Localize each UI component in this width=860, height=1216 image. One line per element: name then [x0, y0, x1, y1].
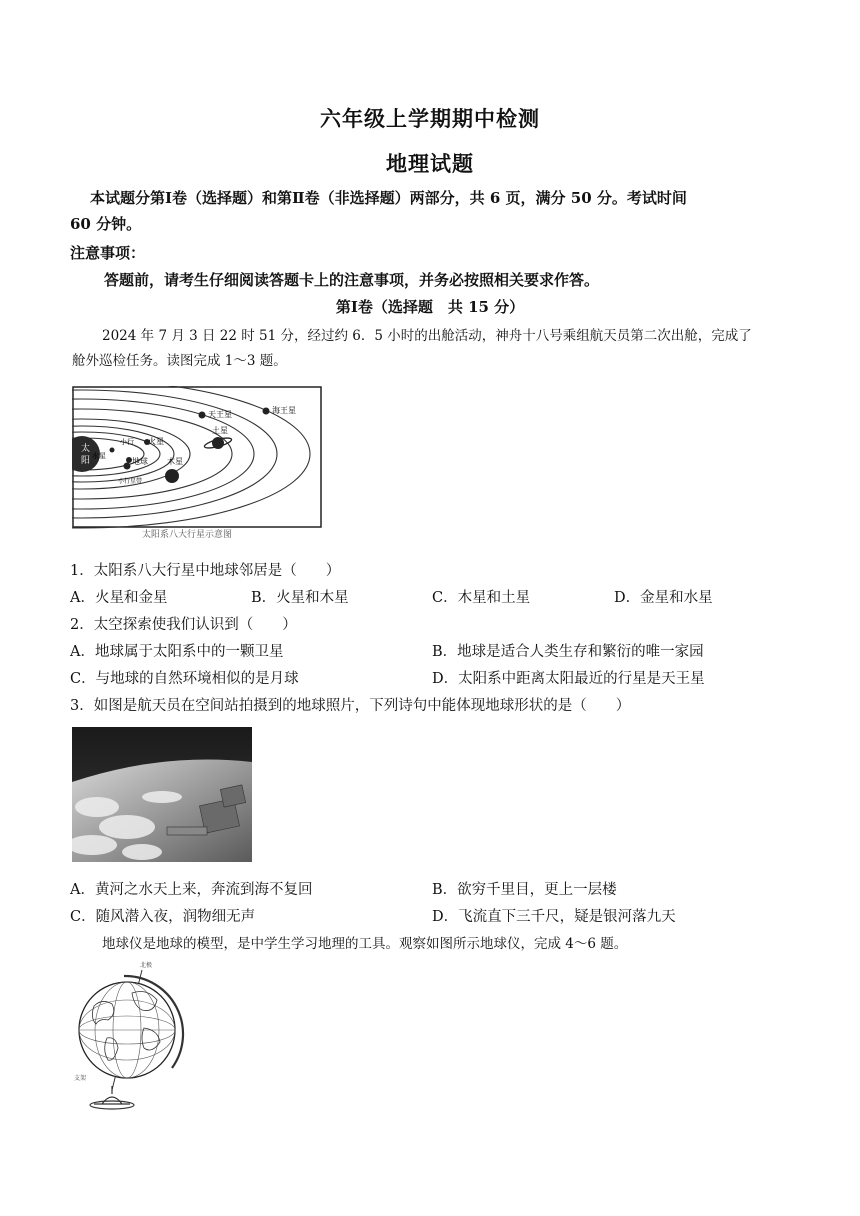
question-2-option-b: B．地球是适合人类生存和繁衍的唯一家园: [432, 644, 704, 660]
question-3-option-d: D．飞流直下三千尺，疑是银河落九天: [432, 909, 676, 925]
earth-photo: [72, 727, 252, 862]
mercury-icon: [110, 448, 115, 453]
question-2-option-d: D．太阳系中距离太阳最近的行星是天王星: [432, 671, 705, 687]
intro-line-2: 60 分钟。: [70, 215, 142, 233]
question-3-option-b: B．欲穷千里目，更上一层楼: [432, 882, 617, 898]
question-3-option-c: C．随风潜入夜，润物细无声: [70, 909, 256, 925]
neptune-icon: [263, 408, 270, 415]
uranus-label: 天王星: [208, 410, 232, 419]
uranus-icon: [199, 412, 206, 419]
notice-text: 答题前，请考生仔细阅读答题卡上的注意事项，并务必按照相关要求作答。: [104, 271, 600, 289]
solar-figure-caption: 太阳系八大行星示意图: [142, 530, 233, 540]
page-title: 六年级上学期期中检测: [320, 106, 540, 131]
intro-line-1: 本试题分第Ⅰ卷（选择题）和第Ⅱ卷（非选择题）两部分，共 6 页，满分 50 分。考试时间: [90, 189, 687, 207]
asteroid-label: 小行: [120, 438, 134, 446]
question-3-option-a: A．黄河之水天上来，奔流到海不复回: [70, 882, 313, 898]
question-3-stem: 3．如图是航天员在空间站拍摄到的地球照片，下列诗句中能体现地球形状的是（ ）: [70, 698, 631, 714]
earth-icon: [124, 463, 131, 470]
earth-label: 地球: [132, 457, 148, 466]
jupiter-label: 木星: [167, 457, 183, 466]
solar-system-figure: [72, 386, 322, 542]
passage-1-line-1: 2024 年 7 月 3 日 22 时 51 分，经过约 6．5 小时的出舱活动，神舟十八号乘组航天员第二次出舱，完成了: [102, 328, 752, 344]
question-2-stem: 2．太空探索使我们认识到（ ）: [70, 617, 297, 633]
question-1-option-b: B．火星和木星: [251, 590, 349, 606]
passage-1-line-2: 舱外巡检任务。读图完成 1～3 题。: [72, 353, 287, 369]
mars-label: 火星: [148, 437, 164, 446]
question-2-option-a: A．地球属于太阳系中的一颗卫星: [70, 644, 284, 660]
globe-figure: [72, 958, 192, 1113]
question-1-option-c: C．木星和土星: [432, 590, 531, 606]
passage-2: 地球仪是地球的模型，是中学生学习地理的工具。观察如图所示地球仪，完成 4～6 题。: [102, 936, 628, 952]
globe-top-label: 北极: [140, 962, 153, 969]
sun-label-1: 太: [81, 444, 91, 454]
saturn-label: 土星: [212, 426, 228, 435]
notice-label: 注意事项：: [70, 244, 146, 262]
mercury-label: 水星: [92, 452, 106, 460]
jupiter-icon: [165, 469, 179, 483]
globe-base: [90, 1101, 134, 1109]
neptune-label: 海王星: [272, 406, 296, 415]
question-1-stem: 1．太阳系八大行星中地球邻居是（ ）: [70, 563, 341, 579]
question-2-option-c: C．与地球的自然环境相似的是月球: [70, 671, 299, 687]
globe-bottom-label: 支架: [74, 1075, 87, 1082]
asteroid-belt-label: 小行星带: [118, 478, 143, 485]
question-1-option-d: D．金星和水星: [614, 590, 713, 606]
sun-label-2: 阳: [81, 456, 91, 466]
question-1-option-a: A．火星和金星: [70, 590, 168, 606]
page-subtitle: 地理试题: [386, 151, 474, 176]
section-heading: 第Ⅰ卷（选择题 共 15 分）: [335, 298, 525, 316]
